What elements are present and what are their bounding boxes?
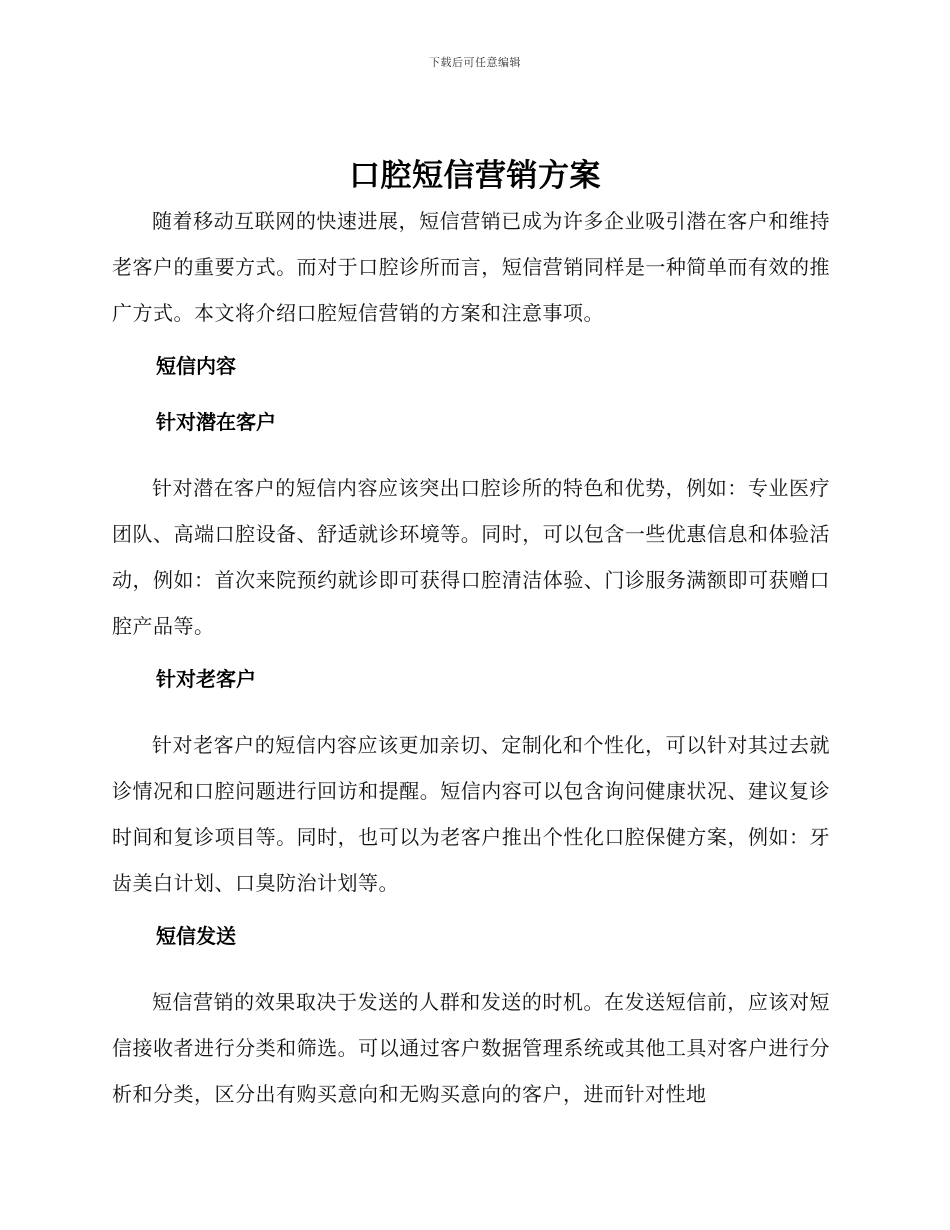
intro-paragraph: 随着移动互联网的快速进展，短信营销已成为许多企业吸引潜在客户和维持老客户的重要方式。而对于口腔诊所而言，短信营销同样是一种简单而有效的推广方式。本文将介绍口腔短信营销的方案和注意事项。 [112,209,830,325]
document-body [112,198,830,1117]
potential-customers-paragraph: 针对潜在客户的短信内容应该突出口腔诊所的特色和优势，例如：专业医疗团队、高端口腔设备、舒适就诊环境等。同时，可以包含一些优惠信息和体验活动，例如：首次来院预约就诊即可获得口腔清洁体验、门诊服务满额即可获赠口腔产品等。 [112,476,830,638]
page-header-note: 下载后可任意编辑 [429,56,521,69]
section-heading-content: 短信内容 [156,354,236,378]
sending-paragraph: 短信营销的效果取决于发送的人群和发送的时机。在发送短信前，应该对短信接收者进行分类和筛选。可以通过客户数据管理系统或其他工具对客户进行分析和分类，区分出有购买意向和无购买意向的客户，进而针对性地 [112,990,830,1106]
section-heading-sending: 短信发送 [156,924,236,948]
existing-customers-paragraph: 针对老客户的短信内容应该更加亲切、定制化和个性化，可以针对其过去就诊情况和口腔问题进行回访和提醒。短信内容可以包含询问健康状况、建议复诊时间和复诊项目等。同时，也可以为老客户推出个性化口腔保健方案，例如：牙齿美白计划、口臭防治计划等。 [112,733,830,895]
subheading-existing-customers: 针对老客户 [156,667,256,691]
subheading-potential-customers: 针对潜在客户 [156,410,276,434]
document-title: 口腔短信营销方案 [349,158,601,194]
